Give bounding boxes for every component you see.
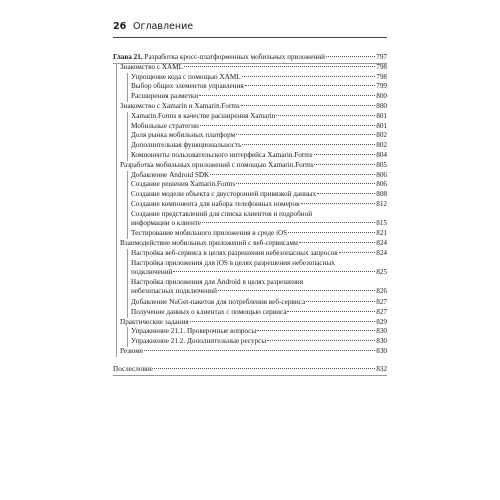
toc-section-entry[interactable] (120, 318, 387, 327)
toc-entry-line (131, 337, 387, 346)
toc-entry-title: Дополнительная функциональность (131, 141, 242, 150)
toc-entry-title: Мобильные стратегии (131, 121, 199, 130)
toc-section-entry[interactable] (120, 347, 387, 356)
toc-entry-title: Взаимодействие мобильных приложений с веб-сервисами (120, 239, 298, 248)
toc-entry-line (131, 200, 387, 209)
toc-section-entry[interactable] (120, 239, 387, 248)
toc-entry-line (131, 298, 387, 307)
toc-entry-line (131, 308, 387, 317)
toc-entry-title: Упражнение 21.2. Дополнительные ресурсы (131, 337, 267, 346)
toc-guide-line (127, 171, 128, 240)
toc-subsection-entry[interactable] (131, 73, 387, 82)
toc-page-number: 829 (376, 317, 387, 326)
toc-entry-line (131, 219, 387, 228)
toc-entry-title: Доля рынка мобильных платформ (131, 131, 236, 140)
toc-entry-title: Xamarin.Forms в качестве расширения Xamarin (131, 111, 276, 120)
running-header-title: Оглавление (133, 21, 194, 32)
chapter-label: Глава 21. (113, 53, 143, 61)
toc-entry-line (120, 161, 387, 170)
toc-entry-line (131, 287, 387, 296)
toc-entry-title: Добавление NuGet-пакетов для потребления веб-сервиса (131, 298, 306, 306)
toc-entry-title: подключений (131, 267, 173, 276)
toc-page-number: 800 (376, 102, 387, 110)
toc-subsection-entry[interactable] (131, 259, 387, 277)
toc-entry-title: Расширения разметки (131, 92, 199, 101)
toc-entry-line (131, 82, 387, 91)
toc-subsection-entry[interactable] (131, 298, 387, 307)
toc-entry-line (131, 249, 387, 258)
dot-leader (299, 242, 375, 243)
toc-subsection-entry[interactable] (131, 141, 387, 150)
toc-subsection-entry[interactable] (131, 327, 387, 336)
toc-subsection-entry[interactable] (131, 249, 387, 258)
dot-leader (242, 144, 375, 145)
toc-divider (113, 375, 387, 376)
toc-entry-line (131, 73, 387, 82)
dot-leader (317, 193, 375, 194)
chapter-title: Разработка кросс-платформенных мобильных приложений (144, 53, 325, 61)
toc-page-number: 806 (376, 180, 387, 189)
toc-page-number: 812 (376, 200, 387, 208)
toc-page-number: 806 (376, 170, 387, 179)
dot-leader (288, 232, 375, 233)
dot-leader (200, 125, 375, 126)
toc-entry-title: небезопасных подключений (131, 287, 217, 296)
toc-entry-line (131, 327, 387, 336)
toc-page-number: 824 (376, 239, 387, 248)
toc-page-number: 827 (376, 307, 387, 316)
toc-entry-title: Создание компонента для набора телефонных номеров (131, 200, 300, 208)
toc-entry-title: Компоненты пользовательского интерфейса Xamarin.Forms (131, 151, 313, 159)
toc-entry-line (120, 63, 387, 72)
dot-leader (306, 301, 375, 302)
toc-entry-title: Разработка мобильных приложений с помощью Xamarin.Forms (120, 160, 314, 169)
toc-entry-line (120, 239, 387, 248)
toc-subsection-entry[interactable] (131, 190, 387, 199)
toc-subsection-entry[interactable] (131, 278, 387, 296)
dot-leader (236, 183, 375, 184)
toc-page-number: 808 (376, 190, 387, 199)
toc-entry-line (131, 210, 387, 219)
toc-subsection-entry[interactable] (131, 210, 387, 228)
toc-page-number: 798 (376, 72, 387, 81)
dot-leader (267, 340, 375, 341)
toc-guide-line (116, 63, 117, 357)
toc-section-entry[interactable] (120, 63, 387, 72)
toc-page-number: 815 (376, 218, 387, 227)
toc-subsection-entry[interactable] (131, 337, 387, 346)
dot-leader (326, 56, 375, 57)
toc-page-number: 824 (376, 249, 387, 257)
toc-entry-line (131, 131, 387, 140)
dot-leader (202, 222, 375, 223)
toc-entry-line (131, 151, 387, 160)
toc-entry-line (131, 92, 387, 101)
toc-subsection-entry[interactable] (131, 171, 387, 180)
toc-entry-line (131, 259, 387, 268)
dot-leader (241, 105, 375, 106)
toc-chapter-entry[interactable] (113, 53, 387, 62)
toc-page-number: 826 (376, 287, 387, 296)
dot-leader (184, 66, 375, 67)
dot-leader (245, 85, 375, 86)
dot-leader (173, 271, 375, 272)
dot-leader (339, 252, 376, 253)
toc-entry-line (131, 180, 387, 189)
dot-leader (154, 368, 375, 369)
toc-subsection-entry[interactable] (131, 112, 387, 121)
toc-page-number: 830 (376, 337, 387, 346)
toc-entry-title: Настройка веб-сервиса в целях разрешения небезопасных запросов (131, 249, 338, 257)
toc-entry-title: Знакомство с Xamarin и Xamarin.Forms (120, 102, 240, 110)
toc-page-number: 798 (376, 62, 387, 71)
toc-entry-title: Добавление Android SDK (131, 170, 210, 179)
dot-leader (257, 330, 375, 331)
toc-subsection-entry[interactable] (131, 200, 387, 209)
toc-entry-title: Настройка приложения для iOS в целях разрешения небезопасных (131, 258, 335, 267)
toc-page-number: 802 (376, 141, 387, 150)
toc-page-number: 801 (376, 121, 387, 130)
toc-entry-line (120, 318, 387, 327)
dot-leader (287, 311, 375, 312)
toc-subsection-entry[interactable] (131, 308, 387, 317)
toc-entry-line (131, 112, 387, 121)
toc-entry-title: Создание модели объекта с двусторонней привязкой данных (131, 190, 317, 199)
dot-leader (276, 115, 375, 116)
toc-subsection-entry[interactable] (131, 229, 387, 238)
toc-entry-title: информации о клиенте (131, 218, 202, 227)
toc-entry-line (113, 53, 387, 62)
toc-entry-line (120, 347, 387, 356)
toc-page-number: 832 (376, 364, 387, 373)
toc-subsection-entry[interactable] (131, 151, 387, 160)
toc-entry-line (131, 268, 387, 277)
toc-subsection-entry[interactable] (131, 180, 387, 189)
toc-page-number: 800 (376, 92, 387, 101)
dot-leader (144, 350, 375, 351)
toc-chapter-entry[interactable] (113, 365, 387, 374)
toc-page-number: 830 (376, 347, 387, 355)
toc-subsection-entry[interactable] (131, 131, 387, 140)
toc-entry-title: Создание представлений для списка клиентов и подробной (131, 209, 313, 218)
toc-entry-line (113, 365, 387, 374)
toc-entry-line (131, 141, 387, 150)
dot-leader (314, 154, 376, 155)
toc-entry-title: Практические задания (120, 317, 189, 326)
toc-page-number: 801 (376, 111, 387, 120)
toc-entry-line (131, 278, 387, 287)
toc-guide-line (127, 327, 128, 347)
toc-guide-line (127, 73, 128, 102)
toc-entry-title: Упражнение 21.1. Проверочные вопросы (131, 327, 257, 336)
toc-page-number: 830 (376, 327, 387, 336)
toc-guide-line (127, 112, 128, 161)
toc-page-number: 821 (376, 229, 387, 238)
toc-section-entry[interactable] (120, 161, 387, 170)
toc-page-number: 825 (376, 267, 387, 276)
toc-subsection-entry[interactable] (131, 82, 387, 91)
toc-page-number: 827 (376, 298, 387, 306)
toc-page-number: 804 (376, 151, 387, 159)
toc-entry-title: Послесловие (113, 364, 153, 373)
dot-leader (210, 174, 375, 175)
toc-entry-title: Тестирование мобильного приложения в среде iOS (131, 229, 288, 238)
dot-leader (218, 290, 375, 291)
toc-subsection-entry[interactable] (131, 122, 387, 131)
toc-entry-line (131, 190, 387, 199)
toc-entry-title: Упрощение кода с помощью XAML (131, 72, 241, 81)
dot-leader (314, 164, 375, 165)
toc-page-number: 802 (376, 131, 387, 140)
toc-entry-title: Выбор общих элементов управления (131, 82, 244, 91)
toc-page-number: 799 (376, 82, 387, 91)
toc-entry-line (131, 171, 387, 180)
toc-entry-title: Знакомство с XAML (120, 62, 183, 71)
page-number: 26 (113, 21, 127, 32)
toc-section-entry[interactable] (120, 102, 387, 111)
toc-entry-line (131, 229, 387, 238)
dot-leader (301, 203, 376, 204)
toc-entry-title: Создание решения Xamarin.Forms (131, 180, 236, 189)
toc-divider (113, 63, 387, 64)
dot-leader (190, 321, 375, 322)
toc-page-number: 797 (376, 53, 387, 61)
dot-leader (199, 95, 375, 96)
toc-entry-title: Резюме (120, 347, 144, 355)
dot-leader (236, 134, 375, 135)
dot-leader (242, 76, 376, 77)
toc-guide-line (127, 249, 128, 318)
toc-page-number: 805 (376, 160, 387, 169)
toc-entry-title: Получение данных о клиентах с помощью сервиса (131, 307, 287, 316)
toc-subsection-entry[interactable] (131, 92, 387, 101)
toc-entry-line (120, 102, 387, 111)
toc-entry-line (131, 122, 387, 131)
toc-entry-title (113, 53, 325, 62)
toc-entry-title: Настройка приложения для Android в целях разрешения (131, 278, 304, 287)
